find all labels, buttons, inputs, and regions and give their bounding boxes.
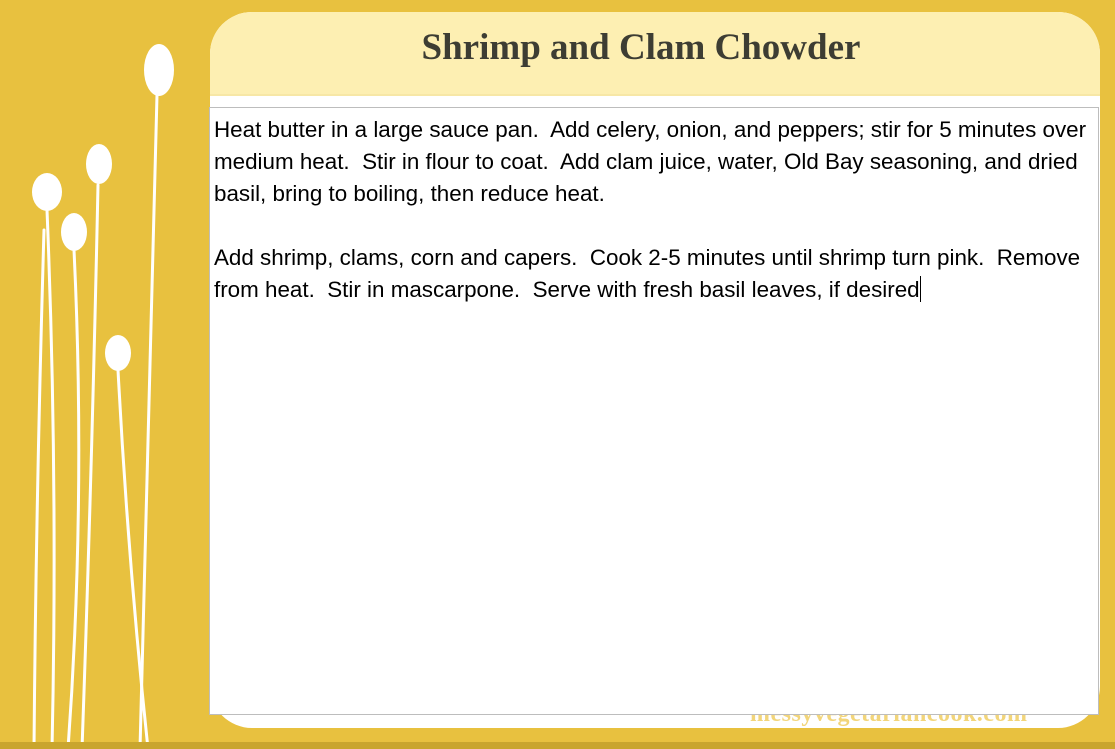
recipe-instructions-textarea[interactable] (209, 107, 1099, 715)
bottom-border (0, 742, 1115, 749)
recipe-title: Shrimp and Clam Chowder (421, 27, 861, 68)
text-cursor (920, 276, 921, 302)
title-divider (210, 94, 1100, 96)
recipe-instructions-text: Heat butter in a large sauce pan. Add celery, onion, and peppers; stir for 5 minutes over medium heat. Stir in flour to coat. Add clam juice, water, Old Bay seasoning, and dried basil, bring to boiling, then reduce heat. Add shrimp, clams, corn and capers. Cook 2-5 minutes until shrimp turn pink. Remove from heat. Stir in mascarpone. Serve with fresh basil leaves, if desired (214, 117, 1087, 302)
flower-stems-decoration (0, 0, 210, 749)
